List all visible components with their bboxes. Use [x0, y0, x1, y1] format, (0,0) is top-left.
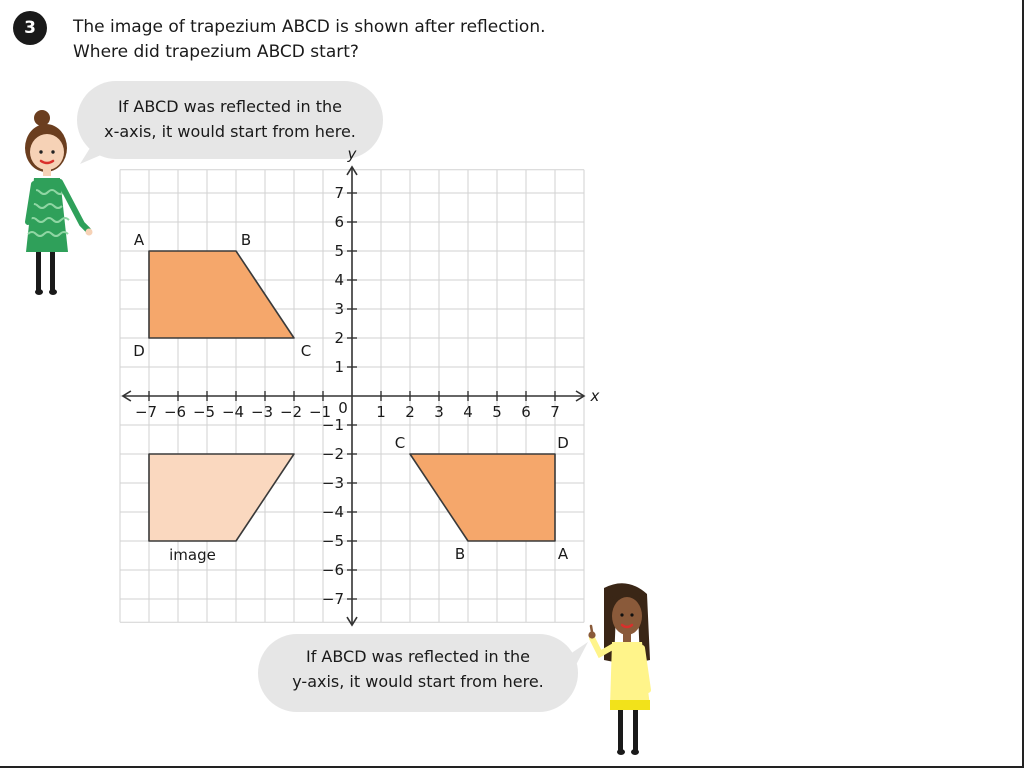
x-tick-label: 7 [550, 403, 560, 421]
x-tick-label: −6 [163, 403, 187, 421]
y-tick-label: −1 [321, 416, 344, 434]
x-tick-label: −7 [134, 403, 158, 421]
y-tick-label: 2 [334, 329, 344, 347]
x-tick-label: −4 [221, 403, 245, 421]
y-tick-label: 3 [334, 300, 344, 318]
speech-right-line-2: y-axis, it would start from here. [292, 672, 544, 691]
speech-left-line-2: x-axis, it would start from here. [104, 122, 356, 141]
image-caption: image [169, 546, 216, 564]
x-tick-label: 3 [434, 403, 444, 421]
trapezium-image [149, 454, 294, 541]
vertex-label-a: A [557, 545, 569, 563]
speech-right-line-1: If ABCD was reflected in the [305, 647, 531, 666]
trapezium-start-from-y-axis-reflection [410, 454, 555, 541]
x-tick-label: −3 [250, 403, 274, 421]
x-tick-label: −5 [192, 403, 216, 421]
y-tick-label: −5 [321, 532, 344, 550]
vertex-label-d: D [133, 342, 145, 360]
vertex-label-c: C [300, 342, 312, 360]
x-tick-label: −1 [308, 403, 332, 421]
question-line-2: Where did trapezium ABCD start? [73, 42, 359, 62]
x-tick-label: 2 [405, 403, 415, 421]
question-number-badge: 3 [13, 11, 47, 45]
y-tick-label: 1 [334, 358, 344, 376]
y-tick-label: −2 [321, 445, 344, 463]
y-tick-label: 5 [334, 242, 344, 260]
vertex-label-b: B [454, 545, 466, 563]
x-tick-label: 4 [463, 403, 473, 421]
y-tick-label: −6 [321, 561, 344, 579]
y-tick-label: −4 [321, 503, 344, 521]
origin-label: 0 [338, 399, 348, 417]
y-tick-label: 4 [334, 271, 344, 289]
vertex-label-c: C [394, 434, 406, 452]
speech-left-line-1: If ABCD was reflected in the [117, 97, 343, 116]
x-tick-label: −2 [279, 403, 303, 421]
x-tick-label: 6 [521, 403, 531, 421]
vertex-label-d: D [557, 434, 569, 452]
question-line-1: The image of trapezium ABCD is shown after reflection. [73, 17, 546, 37]
y-tick-label: −3 [321, 474, 344, 492]
x-tick-label: 5 [492, 403, 502, 421]
x-tick-label: 1 [376, 403, 386, 421]
x-axis-label: x [590, 387, 600, 405]
trapezium-start-from-x-axis-reflection [149, 251, 294, 338]
y-axis-label: y [347, 144, 357, 163]
vertex-label-a: A [133, 231, 145, 249]
y-tick-label: −7 [321, 590, 344, 608]
y-tick-label: 7 [334, 184, 344, 202]
vertex-label-b: B [240, 231, 252, 249]
y-tick-label: 6 [334, 213, 344, 231]
